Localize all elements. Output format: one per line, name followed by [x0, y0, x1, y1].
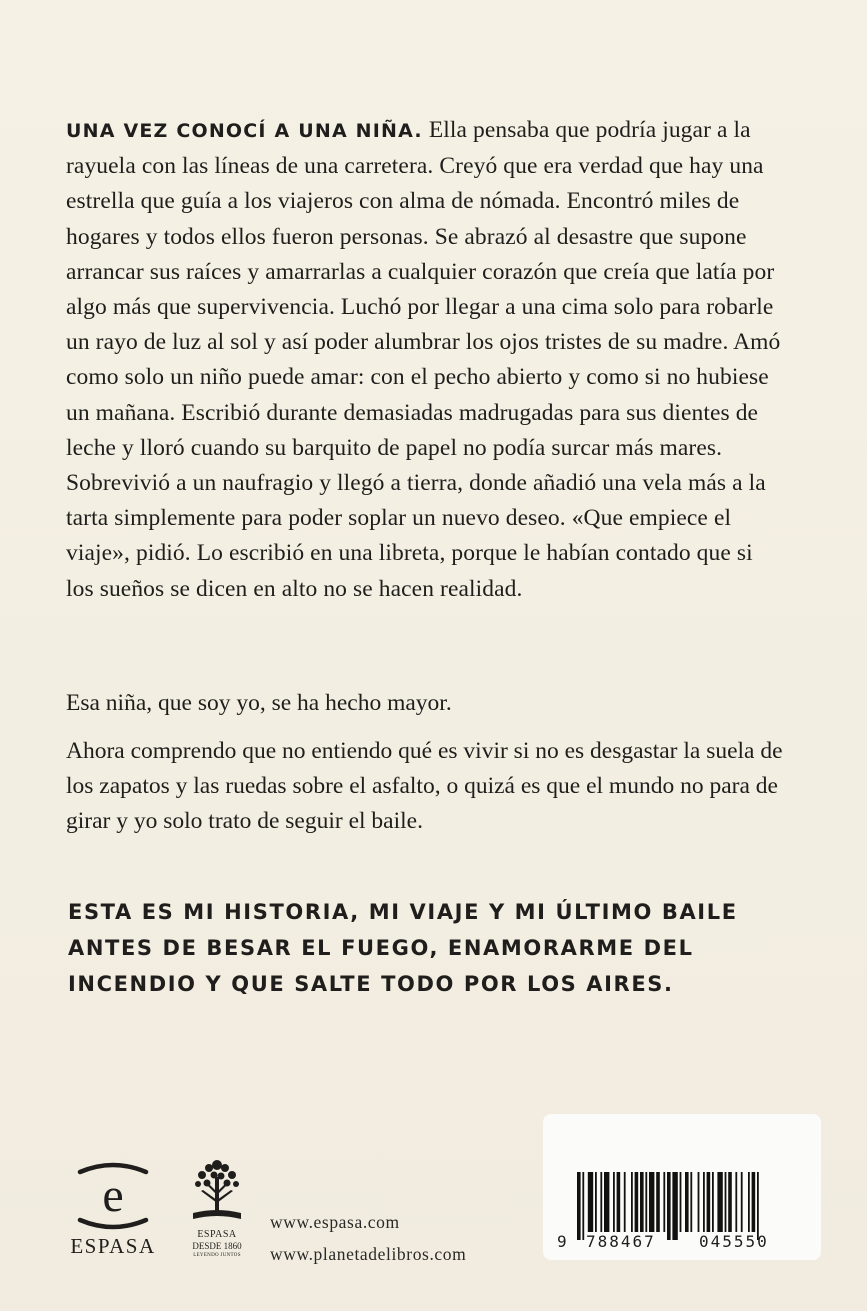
- barcode-group-2: 045550: [699, 1232, 769, 1251]
- barcode-bar: [617, 1172, 621, 1232]
- tree-logo-name: ESPASA: [197, 1229, 237, 1240]
- intro-paragraph: [66, 113, 786, 607]
- barcode-bar: [717, 1172, 722, 1232]
- barcode-bar: [624, 1172, 626, 1232]
- barcode-bar: [582, 1172, 584, 1240]
- barcode-bar: [728, 1172, 732, 1232]
- espasa-wordmark: ESPASA: [70, 1234, 156, 1258]
- barcode-bar: [712, 1172, 714, 1232]
- barcode-bar: [631, 1172, 633, 1232]
- paragraph-grown-up: Esa niña, que soy yo, se ha hecho mayor.: [66, 690, 452, 716]
- barcode-bar: [656, 1172, 660, 1232]
- barcode-bar: [685, 1172, 689, 1232]
- tree-logo-year: DESDE 1860: [192, 1241, 242, 1251]
- barcode-bar: [698, 1172, 700, 1232]
- barcode-bar: [680, 1172, 682, 1232]
- barcode-bar: [649, 1172, 654, 1232]
- intro-text: Ella pensaba que podría jugar a la rayuela con las líneas de una carretera. Creyó que era verdad que hay una estrella que guía a los viajeros con alma de nómada. Encontró miles de hogares y todos ellos fueron personas. Se abrazó al desastre que supone arrancar sus raíces y amarrarlas a cualquier corazón que creía que latía por algo más que supervivencia. Luchó por llegar a una cima solo para robarle un rayo de luz al sol y así poder alumbrar los ojos tristes de su madre. Amó como solo un niño puede amar: con el pecho abierto y como si no hubiese un mañana. Escribió durante demasiadas madrugadas para sus dientes de leche y lloró cuando su barquito de papel no podía surcar más mares. Sobrevivió a un naufragio y llegó a tierra, donde añadió una vela más a la tarta simplemente para poder soplar un nuevo deseo. «Que empiece el viaje», pidió. Lo escribió en una libreta, porque le habían contado que si los sueños se dicen en alto no se hacen realidad.: [66, 117, 781, 602]
- barcode-bar: [640, 1172, 644, 1232]
- espasa-tree-logo: [187, 1155, 247, 1270]
- tree-icon: [187, 1155, 247, 1227]
- barcode-bar: [741, 1172, 743, 1232]
- barcode-bar: [588, 1172, 593, 1232]
- barcode-bar: [613, 1172, 615, 1232]
- barcode-bar: [595, 1172, 597, 1232]
- tree-logo-motto: LEYENDO JUNTOS: [193, 1253, 241, 1258]
- barcode-bar: [667, 1172, 671, 1240]
- barcode-bar: [672, 1172, 677, 1240]
- espasa-e-icon: [58, 1160, 168, 1232]
- barcode-bar: [752, 1172, 756, 1232]
- espasa-url[interactable]: www.espasa.com: [270, 1212, 400, 1232]
- barcode-bar: [600, 1172, 602, 1232]
- svg-text:e: e: [102, 1169, 124, 1222]
- barcode-digits: [553, 1232, 811, 1256]
- closing-statement: ESTA ES MI HISTORIA, MI VIAJE Y MI ÚLTIMO BAILE ANTES DE BESAR EL FUEGO, ENAMORARME DEL INCENDIO Y QUE SALTE TODO POR LOS AIRES.: [68, 900, 738, 996]
- barcode-bar: [735, 1172, 737, 1232]
- espasa-logo: [58, 1160, 168, 1265]
- barcode-bar: [635, 1172, 639, 1232]
- barcode-bar: [645, 1172, 647, 1232]
- barcode-first-digit: 9: [557, 1232, 567, 1251]
- barcode-bar: [663, 1172, 665, 1232]
- barcode-bar: [577, 1172, 581, 1240]
- barcode-panel: [543, 1114, 821, 1260]
- barcode-bar: [703, 1172, 705, 1232]
- barcode-bar: [757, 1172, 759, 1240]
- barcode-group-1: 788467: [586, 1232, 656, 1251]
- barcode-bar: [690, 1172, 692, 1232]
- planetadelibros-url[interactable]: www.planetadelibros.com: [270, 1244, 467, 1264]
- barcode-bar: [725, 1172, 727, 1232]
- intro-lead: UNA VEZ CONOCÍ A UNA NIÑA.: [66, 120, 423, 142]
- barcode-bar: [604, 1172, 609, 1232]
- barcode-bar: [748, 1172, 750, 1232]
- paragraph-understanding: Ahora comprendo que no entiendo qué es vivir si no es desgastar la suela de los zapatos y las ruedas sobre el asfalto, o quizá es que el mundo no para de girar y yo solo trato de seguir el baile.: [66, 738, 783, 835]
- barcode-bar: [707, 1172, 711, 1232]
